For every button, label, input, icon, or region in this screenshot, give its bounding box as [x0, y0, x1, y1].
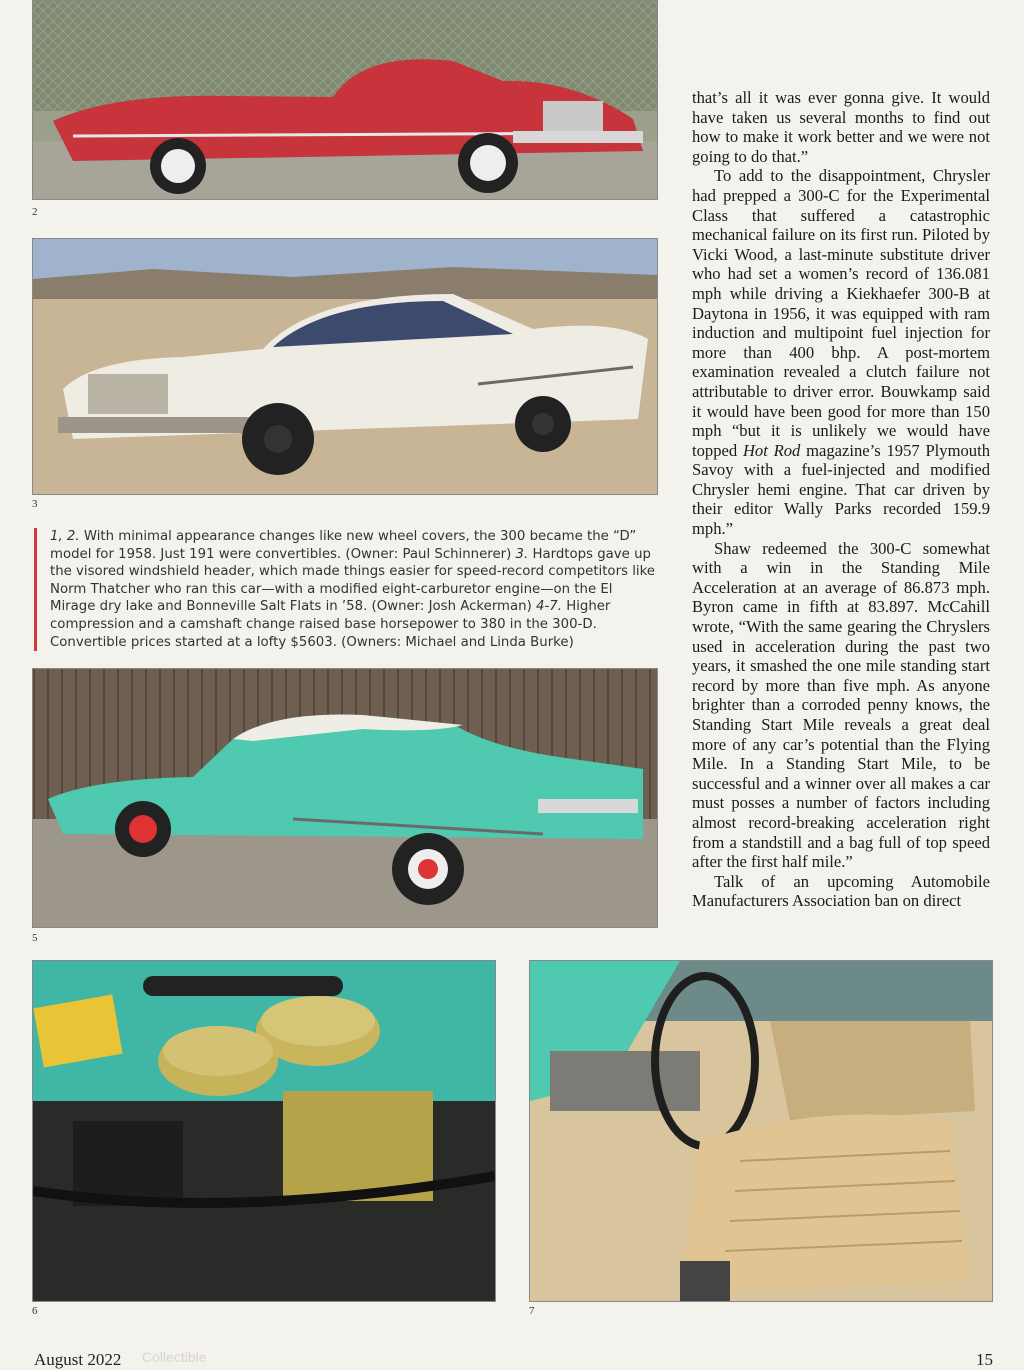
caption-text: Hardtops gave up the visored windshield header, which made things easier for speed-record competitors like Norm Thatcher who ran this car—with a modified eight-carburetor engine—on the El Mirage dry lake and Bonneville Salt Flats in ’58. (Owner: Josh Ackerman): [50, 546, 655, 615]
article-text: magazine’s 1957 Plymouth Savoy with a fuel-injected and modified Chrysler hemi engine. That car driven by their editor Wally Parks recorded 159.9 mph.”: [692, 440, 990, 539]
caption-ref: 3.: [515, 546, 529, 562]
watermark: Collectible: [142, 1349, 207, 1365]
photo-engine-bay: [32, 960, 496, 1302]
magazine-title: Hot Rod: [742, 440, 801, 460]
caption-text: Higher compression and a camshaft change raised base horsepower to 380 in the 300-D. Convertible prices started at a lofty $5603. (Owners: Michael and Linda Burke): [50, 599, 611, 650]
article-paragraph: [692, 166, 990, 538]
photo-interior: [529, 960, 993, 1302]
figure-number: 5: [32, 932, 38, 944]
article-paragraph: that’s all it was ever gonna give. It would have taken us several months to find out how to make it work better and we were not going to do that.”: [692, 88, 990, 166]
caption-text: With minimal appearance changes like new wheel covers, the 300 became the “D” model for 1958. Just 191 were convertibles. (Owner: Paul Schinnerer): [50, 529, 637, 562]
article-column: [692, 88, 990, 911]
page-number: 15: [976, 1350, 993, 1369]
photo-turquoise-convertible: [32, 668, 658, 928]
caption-ref: 4-7.: [536, 599, 562, 615]
figure-number: 6: [32, 1305, 38, 1317]
figure-number: 7: [529, 1305, 535, 1317]
article-paragraph: Shaw redeemed the 300-C somewhat with a win in the Standing Mile Acceleration at an average of 86.873 mph. Byron came in fifth at 83.897. McCahill wrote, “With the same gearing the Chryslers used in acceleration during the past two years, it smashed the one mile standing start record by more than five mph. As anyone brighter than a corroded penny knows, the Standing Start Mile reveals a great deal more of any car’s potential than the Flying Mile. In a Standing Start Mile, to be successful and a winner over all makes a car must posses a number of factors including almost record-breaking acceleration right from a standstill and a bag full of top speed after the first half mile.”: [692, 538, 990, 872]
article-text: To add to the disappointment, Chrysler had prepped a 300-C for the Experimental Class that suffered a catastrophic mechanical failure on its first run. Piloted by Vicki Wood, a last-minute substitute driver who had set a women’s record of 136.081 mph while driving a Kiekhaefer 300-B at Daytona in 1956, it was equipped with ram induction and multipoint fuel injection for more than 400 bhp. A post-mortem examination revealed a clutch failure not attributable to driver error. Bouwkamp said it would have been good for more than 150 mph “but it is unlikely we would have topped: [692, 166, 990, 460]
photo-white-hardtop: [32, 238, 658, 495]
caption-ref: 1, 2.: [50, 529, 80, 544]
photo-caption: [34, 528, 662, 651]
issue-date: August 2022: [34, 1350, 122, 1369]
figure-number: 3: [32, 498, 38, 510]
article-paragraph: Talk of an upcoming Automobile Manufacturers Association ban on direct: [692, 871, 990, 911]
figure-number: 2: [32, 206, 38, 218]
photo-red-convertible: [32, 0, 658, 200]
